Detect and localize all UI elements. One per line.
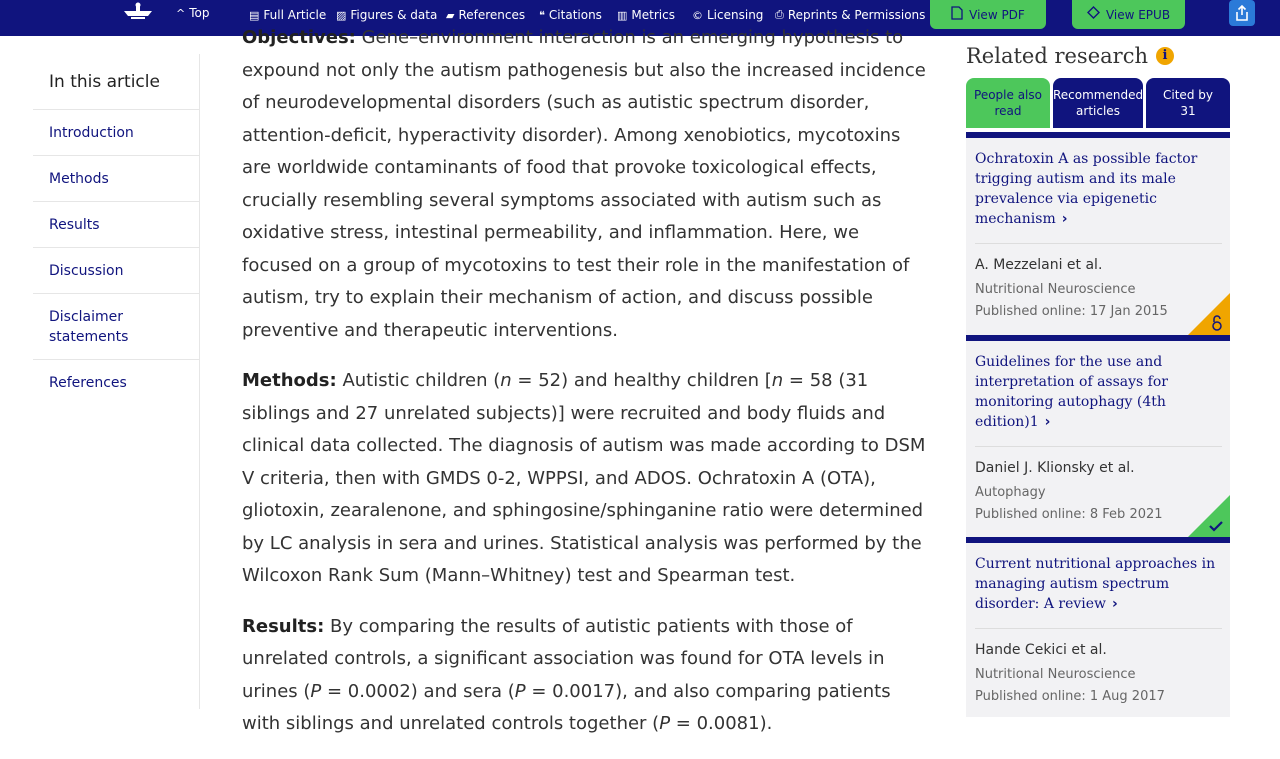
document-icon: ▤ [249,8,260,22]
chevron-up-icon: ^ [176,6,186,20]
results-paragraph [242,611,934,741]
related-article-date: Published online: 8 Feb 2021 [975,507,1163,522]
info-icon[interactable]: i [1156,47,1174,65]
chevron-right-icon: › [1044,414,1051,430]
related-article-authors: A. Mezzelani et al. [975,257,1103,273]
related-research-panel [966,36,1230,717]
chevron-right-icon: › [1061,211,1068,227]
methods-text: = 52) and healthy children [ [511,370,772,391]
toc-item-results[interactable]: Results [33,202,199,248]
toc-title: In this article [33,54,199,110]
objectives-text: Gene–environment interaction is an emerging hypothesis to expound not only the autism pathogenesis but also the increased incidence of neurodevelopmental disorders (such as autistic spectrum disorder, attention-deficit, hyperactivity disorder). Among xenobiotics, mycotoxins are worldwide contaminants of food that provoke toxicological effects, crucially resembling several symptoms associated with autism such as oxidative stress, intestinal permeability, and inflammation. Here, we focused on a group of mycotoxins to test their role in the manifestation of autism, try to explain their mechanism of action, and discuss possible preventive and therapeutic interventions. [242,27,926,341]
back-to-top-link[interactable] [176,0,209,26]
pdf-file-icon [951,6,963,24]
related-article-journal: Nutritional Neuroscience [975,282,1136,297]
nav-label: References [458,8,526,22]
toc-item-introduction[interactable]: Introduction [33,110,199,156]
objectives-paragraph [242,22,934,347]
results-text: = 0.0081). [670,713,773,734]
related-article-card [966,335,1230,537]
printer-icon: ⎙ [775,8,784,21]
related-article-link[interactable] [975,149,1222,244]
tab-cited-by[interactable] [1146,78,1230,128]
nav-label: Figures & data [350,8,438,22]
nav-label: Full Article [263,8,327,22]
share-icon [1235,5,1249,21]
related-research-title: Related research [966,44,1148,68]
methods-paragraph [242,365,934,593]
view-epub-label: View EPUB [1105,7,1171,22]
results-label: Results: [242,615,325,637]
related-article-journal: Autophagy [975,485,1046,500]
results-text: = 0.0002) and sera ( [321,680,515,702]
methods-text: = 58 (31 siblings and 27 unrelated subjects)] were recruited and body fluids and clinical data collected. The diagnosis of autism was made according to DSM V criteria, then with GMDS 0-2, WPPSI, and ADOS. Ochratoxin A (OTA), gliotoxin, zearalenone, and sphingosine/sphinganine ratio were determined by LC analysis in sera and urines. Statistical analysis was performed by the Wilcoxon Rank Sum (Mann–Whitney) test and Spearman test. [242,370,926,586]
tab-label: People also read [974,88,1042,118]
methods-label: Methods: [242,370,337,391]
tab-label: Recommended articles [1053,88,1144,118]
related-article-authors: Daniel J. Klionsky et al. [975,460,1135,476]
nav-label: Metrics [631,8,675,22]
toc-item-references[interactable]: References [49,375,127,391]
image-icon: ▨ [336,8,347,22]
p-value-symbol: P [514,680,526,702]
toc-item-disclaimer-statements[interactable] [33,294,199,360]
p-value-symbol: P [659,713,671,734]
methods-text: Autistic children ( [342,370,501,391]
view-pdf-button[interactable] [930,0,1046,29]
tab-label: Cited by 31 [1163,88,1213,118]
toc-item-discussion[interactable]: Discussion [33,248,199,294]
open-access-icon [1210,315,1224,331]
chevron-right-icon: › [1112,596,1118,612]
bar-chart-icon: ▥ [617,8,628,22]
nav-label: Reprints & Permissions [787,8,926,22]
objectives-label: Objectives: [242,27,356,48]
share-button[interactable] [1229,0,1255,26]
results-text: By comparing the results of autistic patients with those of unrelated controls, a significant association was found for OTA levels in urines ( [242,615,885,702]
copyright-icon: © [692,8,703,22]
related-article-card [966,537,1230,717]
tab-recommended-articles[interactable] [1053,78,1143,128]
methods-n-symbol: n [500,370,512,391]
related-article-title: Ochratoxin A as possible factor trigging autism and its male prevalence via epigenetic mechanism [975,151,1198,227]
related-article-link[interactable] [975,352,1222,447]
toc-item-label: Disclaimer statements [49,309,129,345]
view-pdf-label: View PDF [969,7,1025,22]
book-icon: ▰ [446,8,455,22]
tab-people-also-read[interactable] [966,78,1050,128]
related-article-title: Current nutritional approaches in managing autism spectrum disorder: A review [975,556,1216,612]
epub-icon [1087,6,1100,23]
related-article-date: Published online: 1 Aug 2017 [975,689,1165,704]
p-value-symbol: P [310,680,322,702]
methods-n-symbol: n [771,370,784,391]
related-article-link[interactable] [975,554,1222,629]
related-articles-list [966,132,1230,717]
related-article-card [966,132,1230,335]
related-research-tabs [966,78,1230,128]
journal-logo-icon[interactable] [122,2,154,22]
related-article-authors: Hande Cekici et al. [975,642,1107,658]
view-epub-button[interactable] [1072,0,1185,29]
quote-icon: ❝ [539,8,545,22]
toc-item-methods[interactable]: Methods [33,156,199,202]
checkmark-icon [1208,519,1224,533]
results-text: = 0.0017), and also comparing patients with siblings and unrelated controls together ( [242,680,891,734]
related-research-heading [966,36,1230,76]
top-label: Top [189,6,210,20]
related-article-date: Published online: 17 Jan 2015 [975,304,1168,319]
table-of-contents [33,54,199,406]
article-abstract [242,22,934,759]
related-article-title: Guidelines for the use and interpretation of assays for monitoring autophagy (4th edition)1 [975,354,1168,430]
nav-label: Licensing [707,8,764,22]
related-article-journal: Nutritional Neuroscience [975,667,1136,682]
logo-graphic [122,2,154,22]
nav-label: Citations [548,8,602,22]
toc-divider [199,54,200,709]
